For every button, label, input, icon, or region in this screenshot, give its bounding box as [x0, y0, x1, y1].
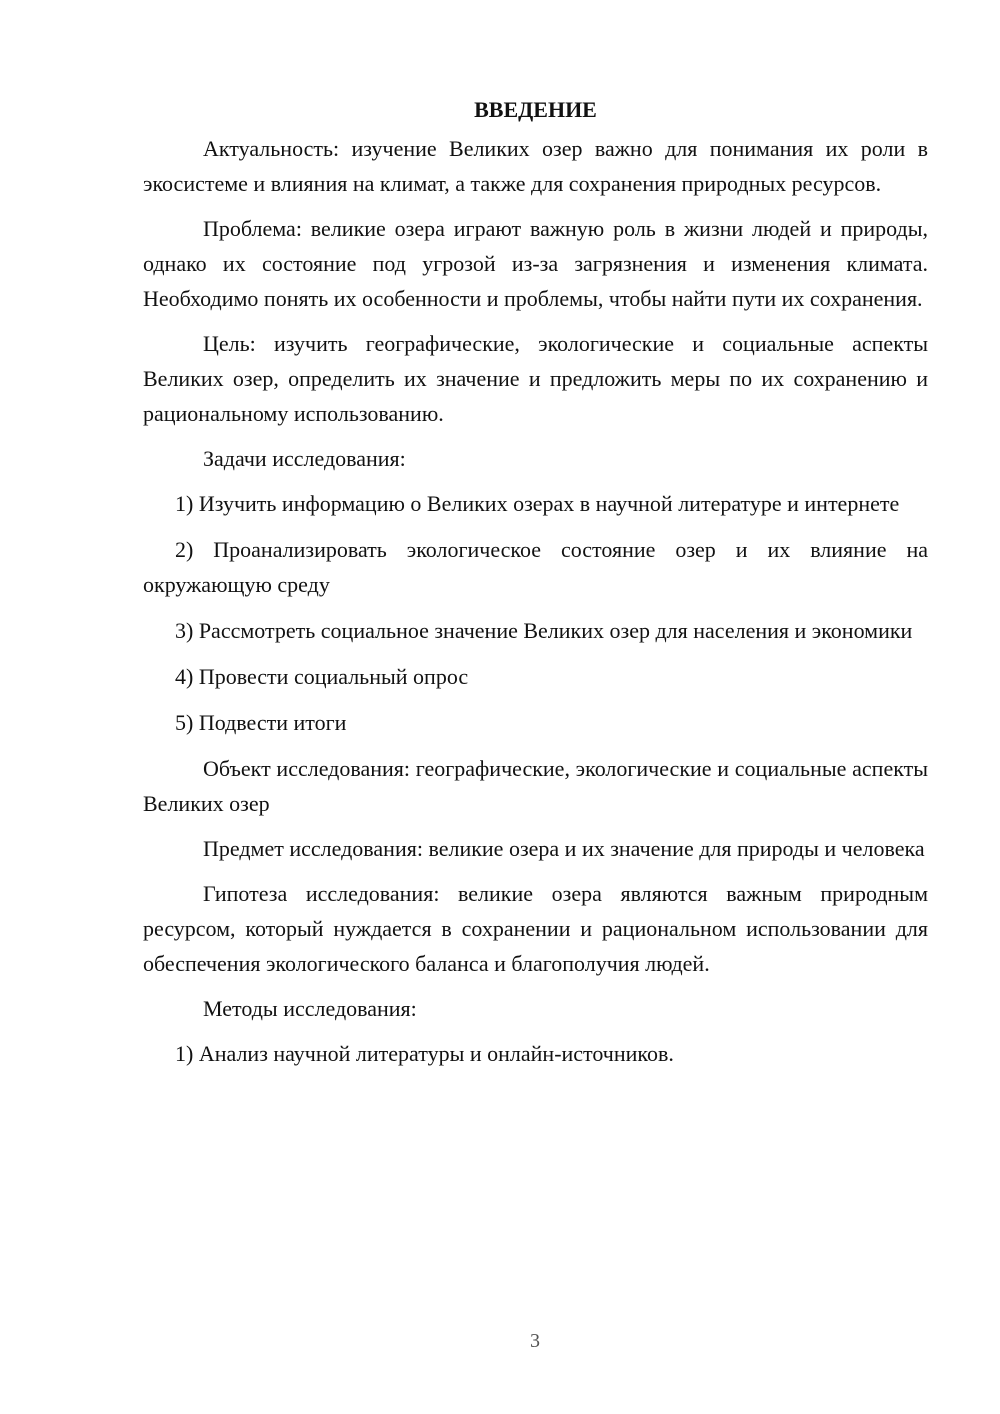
relevance-paragraph: Актуальность: изучение Великих озер важно для понимания их роли в экосистеме и влияния на климат, а также для сохранения природных ресурсов. — [143, 136, 928, 196]
goal-paragraph: Цель: изучить географические, экологические и социальные аспекты Великих озер, определить их значение и предложить меры по их сохранению и рациональному использованию. — [143, 331, 928, 426]
page-number: 3 — [530, 1330, 540, 1352]
task-item: 5) Подвести итоги — [175, 710, 347, 735]
method-item: 1) Анализ научной литературы и онлайн-источников. — [175, 1041, 674, 1066]
tasks-heading: Задачи исследования: — [203, 446, 406, 471]
document-page — [143, 92, 928, 1082]
hypothesis-paragraph: Гипотеза исследования: великие озера являются важным природным ресурсом, который нуждается в сохранении и рациональном использовании для обеспечения экологического баланса и благополучия людей. — [143, 881, 928, 976]
section-title: ВВЕДЕНИЕ — [474, 97, 597, 122]
object-paragraph: Объект исследования: географические, экологические и социальные аспекты Великих озер — [143, 756, 928, 816]
task-item: 1) Изучить информацию о Великих озерах в научной литературе и интернете — [175, 491, 900, 516]
methods-heading: Методы исследования: — [203, 996, 417, 1021]
task-item: 2) Проанализировать экологическое состояние озер и их влияние на окружающую среду — [143, 537, 928, 597]
task-item: 4) Провести социальный опрос — [175, 664, 469, 689]
problem-paragraph: Проблема: великие озера играют важную роль в жизни людей и природы, однако их состояние под угрозой из-за загрязнения и изменения климата. Необходимо понять их особенности и проблемы, чтобы найти пути их сохранения. — [143, 216, 928, 311]
task-item: 3) Рассмотреть социальное значение Великих озер для населения и экономики — [175, 618, 913, 643]
subject-paragraph: Предмет исследования: великие озера и их значение для природы и человека — [203, 836, 925, 861]
